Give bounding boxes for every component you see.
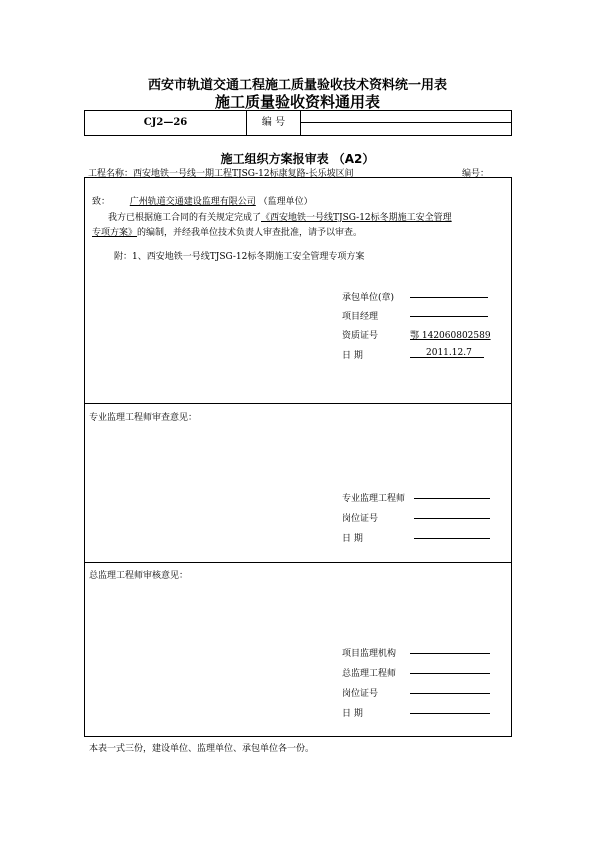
specialist-date-line — [414, 538, 490, 539]
specialist-opinion-heading: 专业监理工程师审查意见： — [89, 413, 198, 423]
supervision-org-label: 项目监理机构 — [342, 649, 397, 659]
date-value: 2011.12.7 — [426, 348, 472, 358]
specialist-cert-line — [414, 518, 490, 519]
section-divider — [84, 403, 512, 404]
specialist-date-label: 日 期 — [342, 534, 363, 544]
pm-label: 项目经理 — [342, 312, 379, 322]
number-label: 编 号 — [247, 111, 301, 135]
submission-line2: 专项方案》的编制，并经我单位技术负责人审查批准，请予以审查。 — [92, 228, 363, 238]
to-label: 致： — [92, 197, 111, 207]
chief-engineer-signature-line — [410, 673, 490, 674]
distribution-note: 本表一式三份，建设单位、监理单位、承包单位各一份。 — [89, 744, 315, 754]
submission-line1: 我方已根据施工合同的有关规定完成了《西安地铁一号线TJSG-12标冬期施工安全管理 — [108, 213, 452, 223]
plan-document-name-cont: 专项方案》 — [92, 228, 138, 238]
chief-opinion-heading: 总监理工程师审核意见： — [89, 571, 189, 581]
form-code: CJ2—26 — [85, 111, 247, 135]
document-title-line2: 施工质量验收资料通用表 — [214, 93, 380, 111]
supervision-org-line — [410, 653, 490, 654]
supervisor-company: 广州轨道交通建设监理有限公司 — [129, 197, 256, 207]
pm-signature-line — [410, 316, 488, 317]
number-value-field — [301, 111, 511, 135]
section-divider — [84, 562, 512, 563]
contractor-signature-line — [410, 297, 488, 298]
specialist-cert-label: 岗位证号 — [342, 514, 379, 524]
date-underline — [410, 357, 484, 358]
specialist-engineer-label: 专业监理工程师 — [342, 494, 406, 504]
form-title: 施工组织方案报审表 （A2） — [220, 152, 375, 166]
cert-value: 鄂 142060802589 — [410, 331, 491, 341]
form-number-label: 编号： — [462, 169, 490, 179]
supervisor-role: （监理单位） — [258, 197, 313, 207]
attachment-line: 附：1、西安地铁一号线TJSG-12标冬期施工安全管理专项方案 — [114, 252, 365, 262]
specialist-engineer-signature-line — [414, 498, 490, 499]
project-name: 工程名称：西安地铁一号线一期工程TJSG-12标康复路-长乐坡区间 — [88, 169, 354, 179]
chief-date-label: 日 期 — [342, 709, 363, 719]
chief-date-line — [410, 713, 490, 714]
contractor-label: 承包单位(章) — [342, 293, 395, 303]
chief-cert-label: 岗位证号 — [342, 689, 379, 699]
plan-document-name: 《西安地铁一号线TJSG-12标冬期施工安全管理 — [261, 213, 452, 223]
chief-engineer-label: 总监理工程师 — [342, 669, 397, 679]
cert-label: 资质证号 — [342, 331, 379, 341]
date-label: 日 期 — [342, 351, 363, 361]
code-table — [84, 110, 512, 136]
document-title-line1: 西安市轨道交通工程施工质量验收技术资料统一用表 — [147, 78, 447, 93]
addressee-line — [92, 194, 313, 207]
chief-cert-line — [410, 693, 490, 694]
